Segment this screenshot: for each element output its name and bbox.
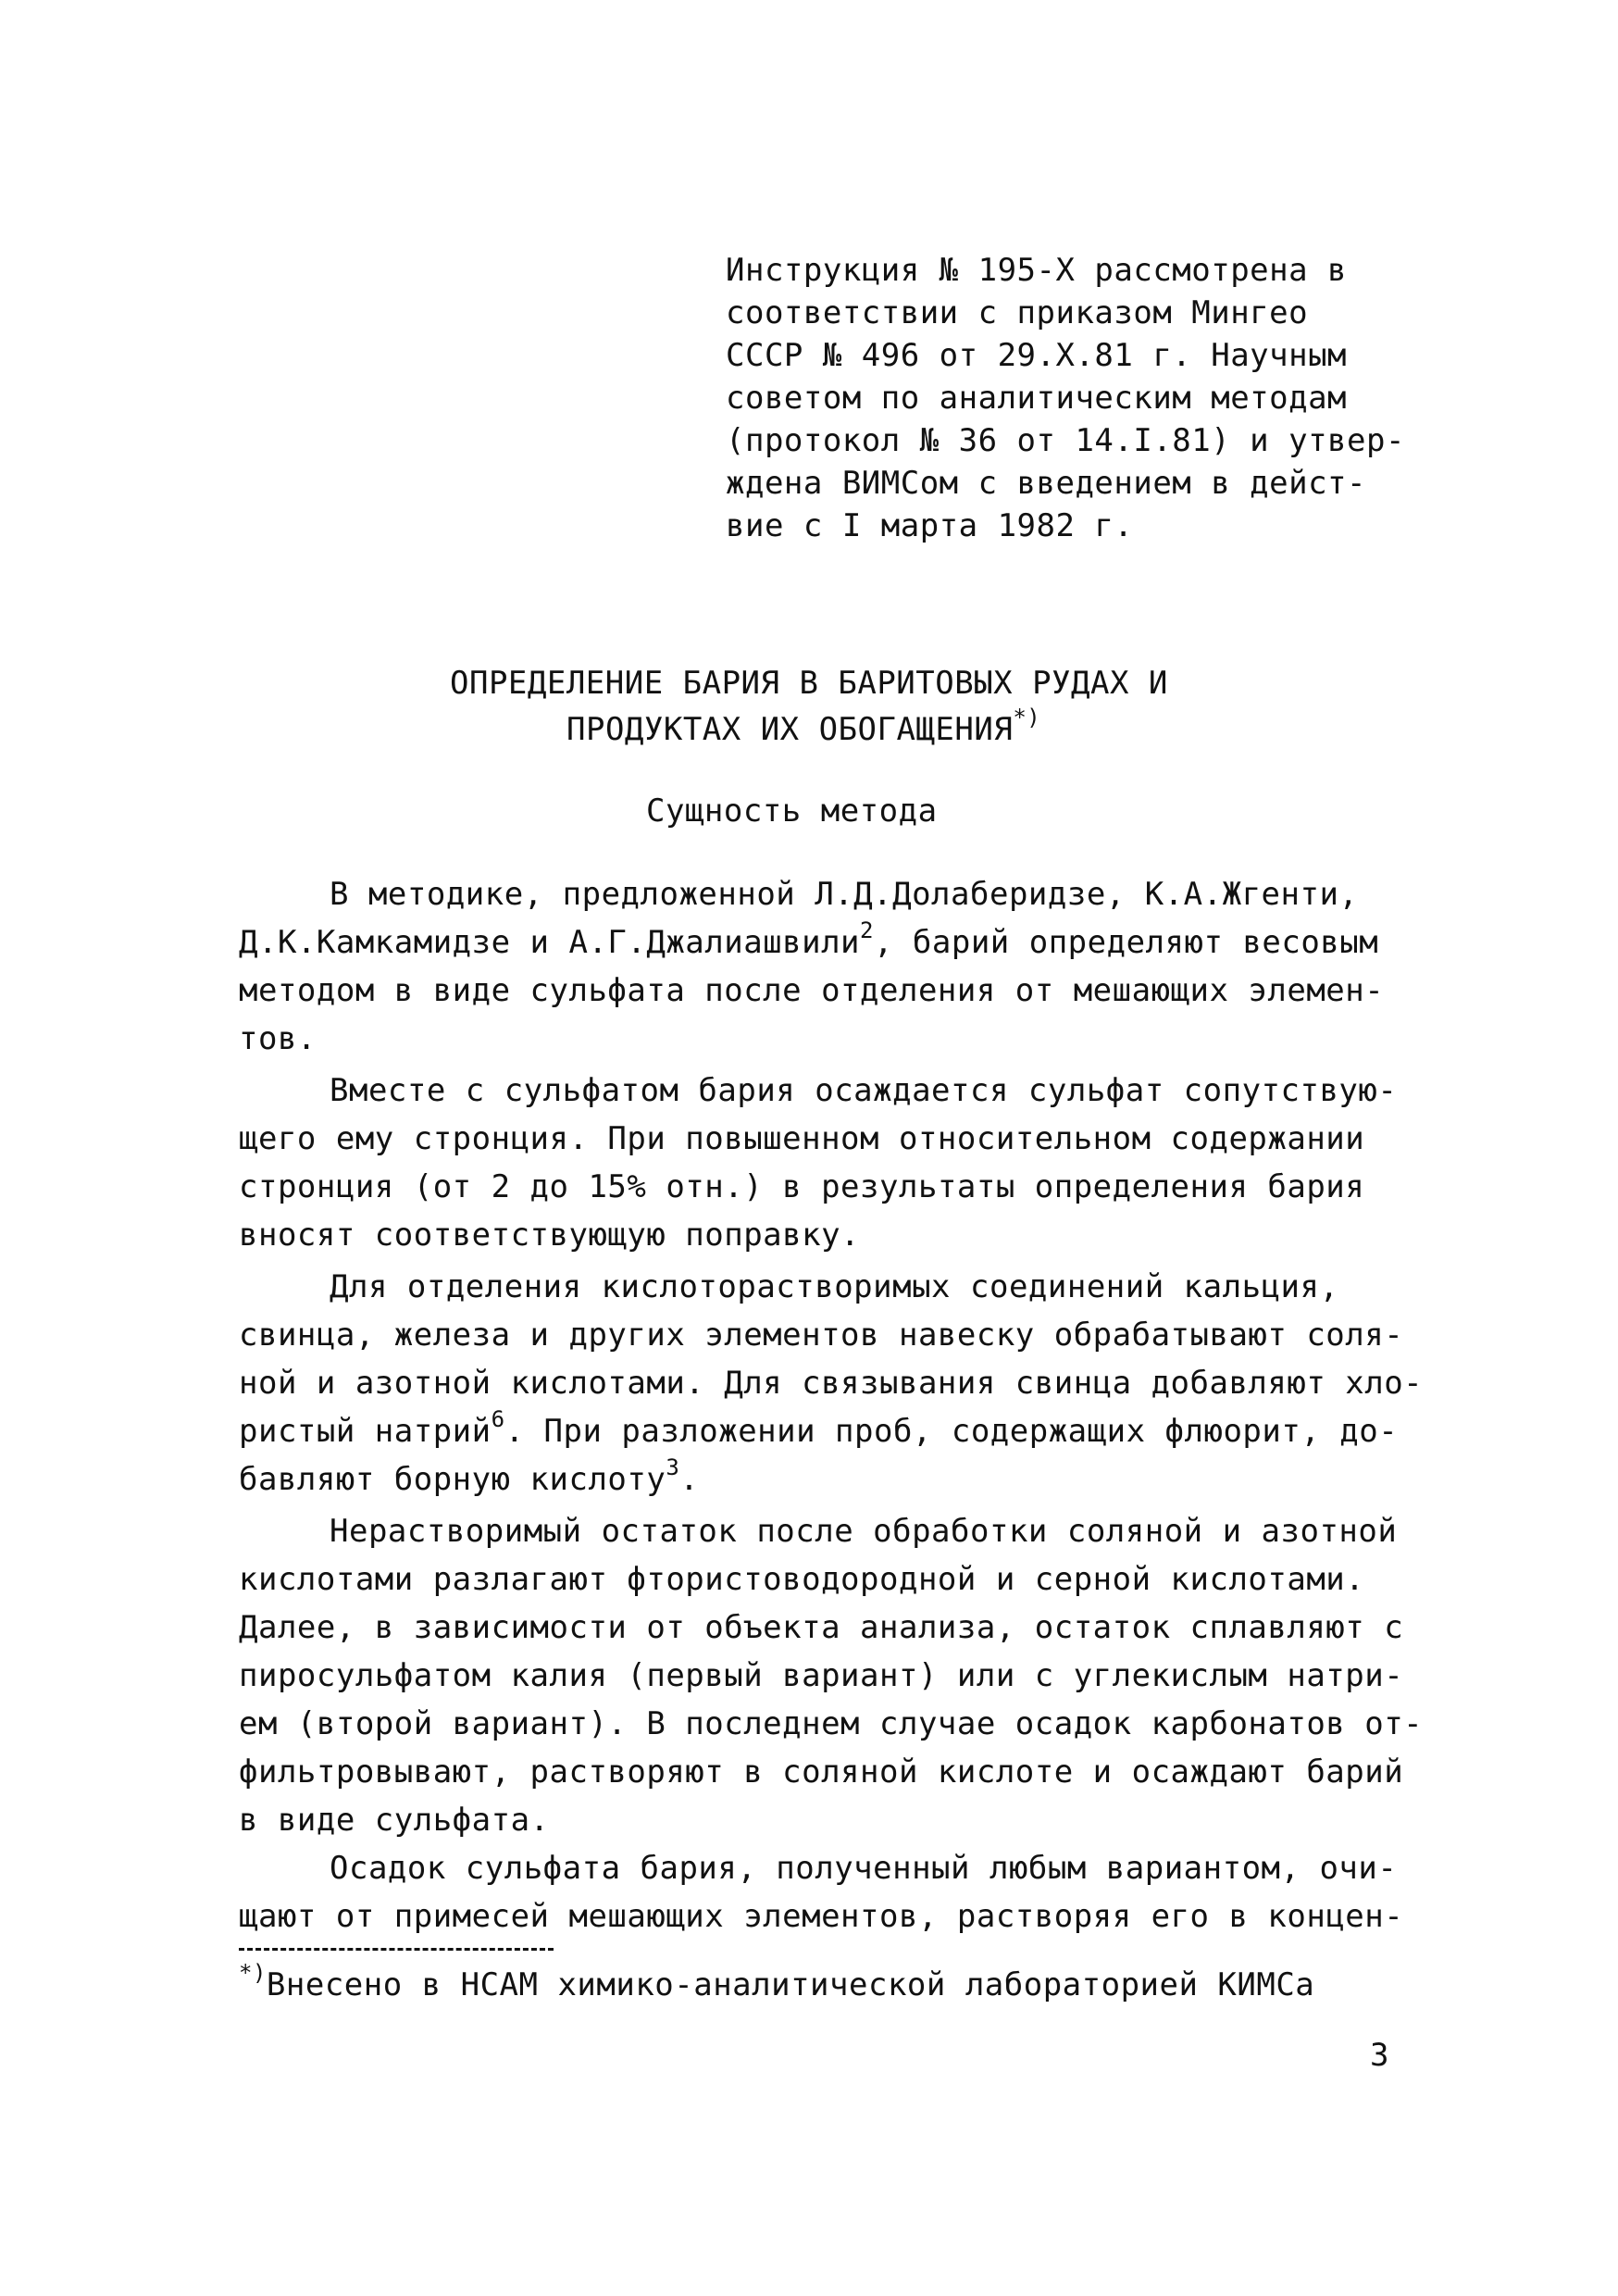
approval-line: СССР № 496 от 29.X.81 г. Научным: [726, 337, 1348, 374]
reference-mark: 3: [666, 1454, 680, 1480]
text-line: [239, 917, 1379, 964]
title-line-2: [566, 705, 1041, 751]
text-fragment: ристый натрий: [239, 1413, 492, 1450]
section-heading: Сущность метода: [646, 792, 938, 830]
text-fragment: бавляют борную кислоту: [239, 1461, 666, 1498]
text-fragment: Д.К.Камкамидзе и А.Г.Джалиашвили: [239, 924, 861, 961]
text-line: Осадок сульфата бария, полученный любым вариантом, очи-: [330, 1850, 1398, 1887]
footnote: [239, 1960, 1315, 2006]
footnote-separator: [239, 1948, 554, 1951]
text-line: Вместе с сульфатом бария осаждается сульфат сопутствую-: [330, 1072, 1398, 1109]
text-line: В методике, предложенной Л.Д.Долаберидзе, К.А.Жгенти,: [330, 876, 1359, 913]
footnote-text: Внесено в НСАМ химико-аналитической лабораторией КИМСа: [266, 1966, 1315, 2003]
approval-line: вие с I марта 1982 г.: [726, 507, 1134, 544]
text-fragment: .: [679, 1461, 700, 1498]
approval-line: Инструкция № 195-X рассмотрена в: [726, 252, 1348, 289]
text-line: [239, 1406, 1399, 1453]
text-line: щают от примесей мешающих элементов, растворяя его в концен-: [239, 1898, 1404, 1935]
reference-mark: 2: [860, 917, 874, 943]
text-line: [239, 1454, 700, 1501]
text-line: ем (второй вариант). В последнем случае осадок карбонатов от-: [239, 1705, 1424, 1742]
text-line: стронция (от 2 до 15% отн.) в результаты определения бария: [239, 1168, 1365, 1205]
footnote-mark: *): [239, 1960, 267, 1986]
text-line: методом в виде сульфата после отделения от мешающих элемен-: [239, 972, 1385, 1009]
text-line: тов.: [239, 1020, 317, 1057]
text-fragment: , барий определяют весовым: [873, 924, 1379, 961]
text-line: пиросульфатом калия (первый вариант) или с углекислым натри-: [239, 1657, 1404, 1694]
title-line-2-text: ПРОДУКТАХ ИХ ОБОГАЩЕНИЯ: [566, 711, 1014, 748]
text-line: кислотами разлагают фтористоводородной и серной кислотами.: [239, 1561, 1365, 1598]
reference-mark: 6: [491, 1406, 505, 1432]
text-line: в виде сульфата.: [239, 1802, 550, 1839]
approval-line: ждена ВИМСом с введением в дейст-: [726, 465, 1367, 502]
text-line: ной и азотной кислотами. Для связывания свинца добавляют хло-: [239, 1365, 1424, 1402]
text-line: вносят соответствующую поправку.: [239, 1217, 861, 1254]
text-line: свинца, железа и других элементов навеску обрабатывают соля-: [239, 1316, 1404, 1354]
page-number: 3: [1370, 2037, 1389, 2074]
text-line: фильтровывают, растворяют в соляной кислоте и осаждают барий: [239, 1753, 1404, 1791]
title-footnote-mark: *): [1013, 705, 1041, 730]
text-fragment: . При разложении проб, содержащих флюорит, до-: [504, 1413, 1399, 1450]
title-line-1: ОПРЕДЕЛЕНИЕ БАРИЯ В БАРИТОВЫХ РУДАХ И: [450, 665, 1168, 702]
text-line: Далее, в зависимости от объекта анализа, остаток сплавляют с: [239, 1609, 1404, 1646]
text-line: Нерастворимый остаток после обработки соляной и азотной: [330, 1513, 1398, 1550]
text-line: Для отделения кислоторастворимых соединений кальция,: [330, 1268, 1339, 1305]
approval-line: (протокол № 36 от 14.I.81) и утвер-: [726, 422, 1405, 459]
text-line: щего ему стронция. При повышенном относительном содержании: [239, 1120, 1365, 1157]
approval-line: советом по аналитическим методам: [726, 380, 1348, 417]
approval-line: соответствии с приказом Мингео: [726, 294, 1309, 331]
